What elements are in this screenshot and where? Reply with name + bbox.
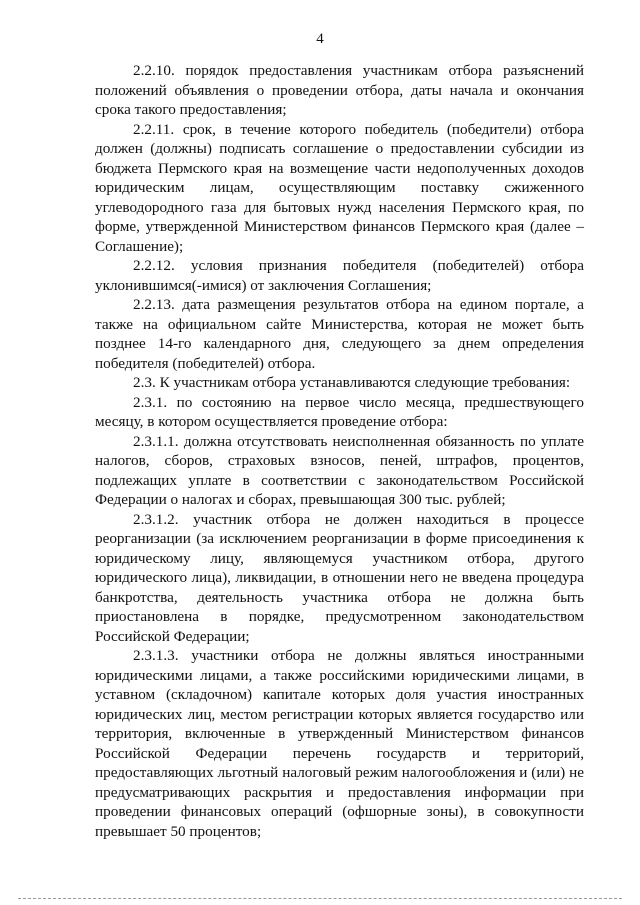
paragraph-2-2-13: 2.2.13. дата размещения результатов отбора на едином портале, а также на официальном сайте Министерства, которая не может быть позднее 14-го календарного дня, следующего за днем определения победителя (победителей) отбора. [95, 296, 584, 372]
paragraph-2-2-10: 2.2.10. порядок предоставления участникам отбора разъяснений положений объявления о проведении отбора, даты начала и окончания срока такого предоставления; [95, 62, 584, 118]
page-number: 4 [316, 31, 324, 47]
document-body [95, 61, 584, 841]
paragraph-2-3-1-1: 2.3.1.1. должна отсутствовать неисполненная обязанность по уплате налогов, сборов, страховых взносов, пеней, штрафов, процентов, подлежащих уплате в соответствии с законодательством Российской Федерации о налогах и сборах, превышающая 300 тыс. рублей; [95, 432, 584, 508]
paragraph-2-3-1: 2.3.1. по состоянию на первое число месяца, предшествующего месяцу, в котором осуществляется проведение отбора: [95, 393, 584, 430]
paragraph-2-2-11: 2.2.11. срок, в течение которого победитель (победители) отбора должен (должны) подписать соглашение о предоставлении субсидии из бюджета Пермского края на возмещение части недополученных доходов юридическим лицам, осуществляющим поставку сжиженного углеводородного газа для бытовых нужд населения Пермского края, по форме, утвержденной Министерством финансов Пермского края (далее – Соглашение); [95, 120, 584, 255]
paragraph-2-3-1-3: 2.3.1.3. участники отбора не должны являться иностранными юридическими лицами, а также российскими юридическими лицами, в уставном (складочном) капитале которых доля участия иностранных юридических лиц, местом регистрации которых является государство или территория, включенные в утвержденный Министерством финансов Российской Федерации перечень государств и территорий, предоставляющих льготный налоговый режим налогообложения и (или) не предусматривающих раскрытия и предоставления информации при проведении финансовых операций (офшорные зоны), в совокупности превышает 50 процентов; [95, 647, 584, 840]
page-bottom-edge [18, 898, 622, 899]
paragraph-2-3-1-2: 2.3.1.2. участник отбора не должен находиться в процессе реорганизации (за исключением реорганизации в форме присоединения к юридическому лицу, являющемуся участником отбора, другого юридического лица), ликвидации, в отношении него не введена процедура банкротства, деятельность участника отбора не должна быть приостановлена в порядке, предусмотренном законодательством Российской Федерации; [95, 510, 584, 645]
paragraph-2-2-12: 2.2.12. условия признания победителя (победителей) отбора уклонившимся(-имися) от заключения Соглашения; [95, 257, 584, 294]
paragraph-2-3: 2.3. К участникам отбора устанавливаются следующие требования: [133, 374, 571, 391]
